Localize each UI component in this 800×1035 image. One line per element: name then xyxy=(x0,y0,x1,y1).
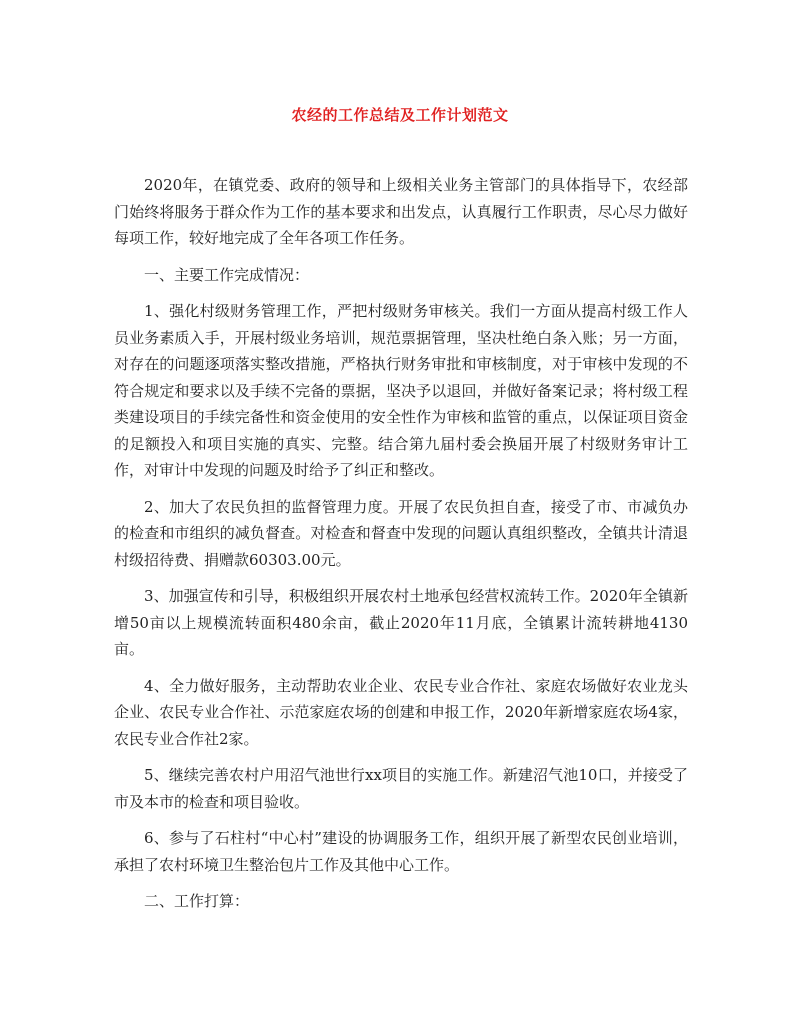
paragraph-item-1: 1、强化村级财务管理工作，严把村级财务审核关。我们一方面从提高村级工作人员业务素质入手，开展村级业务培训，规范票据管理，坚决杜绝白条入账；另一方面，对存在的问题逐项落实整改措施，严格执行财务审批和审核制度，对于审核中发现的不符合规定和要求以及手续不完备的票据，坚决予以退回，并做好备案记录；将村级工程类建设项目的手续完备性和资金使用的安全性作为审核和监管的重点，以保证项目资金的足额投入和项目实施的真实、完整。结合第九届村委会换届开展了村级财务审计工作，对审计中发现的问题及时给予了纠正和整改。 xyxy=(114,302,688,479)
paragraph-item-2: 2、加大了农民负担的监督管理力度。开展了农民负担自查，接受了市、市减负办的检查和市组织的减负督查。对检查和督查中发现的问题认真组织整改，全镇共计清退村级招待费、捐赠款60303.00元。 xyxy=(114,497,688,569)
heading-main-work: 一、主要工作完成情况： xyxy=(144,265,310,284)
heading-work-plan: 二、工作打算： xyxy=(144,892,250,910)
paragraph-item-3: 3、加强宣传和引导，积极组织开展农村土地承包经营权流转工作。2020年全镇新增50亩以上规模流转面积480余亩，截止2020年11月底，全镇累计流转耕地4130亩。 xyxy=(114,587,688,658)
document-title: 农经的工作总结及工作计划范文 xyxy=(291,106,509,124)
paragraph-item-4: 4、全力做好服务，主动帮助农业企业、农民专业合作社、家庭农场做好农业龙头企业、农民专业合作社、示范家庭农场的创建和申报工作，2020年新增家庭农场4家，农民专业合作社2家。 xyxy=(114,676,688,748)
document-body xyxy=(114,172,688,925)
paragraph-item-6: 6、参与了石柱村“中心村”建设的协调服务工作，组织开展了新型农民创业培训，承担了农村环境卫生整治包片工作及其他中心工作。 xyxy=(114,829,688,874)
paragraph-item-5: 5、继续完善农村户用沼气池世行xx项目的实施工作。新建沼气池10口，并接受了市及本市的检查和项目验收。 xyxy=(114,766,688,811)
paragraph-intro: 2020年，在镇党委、政府的领导和上级相关业务主管部门的具体指导下，农经部门始终将服务于群众作为工作的基本要求和出发点，认真履行工作职责，尽心尽力做好每项工作，较好地完成了全年各项工作任务。 xyxy=(114,176,688,247)
